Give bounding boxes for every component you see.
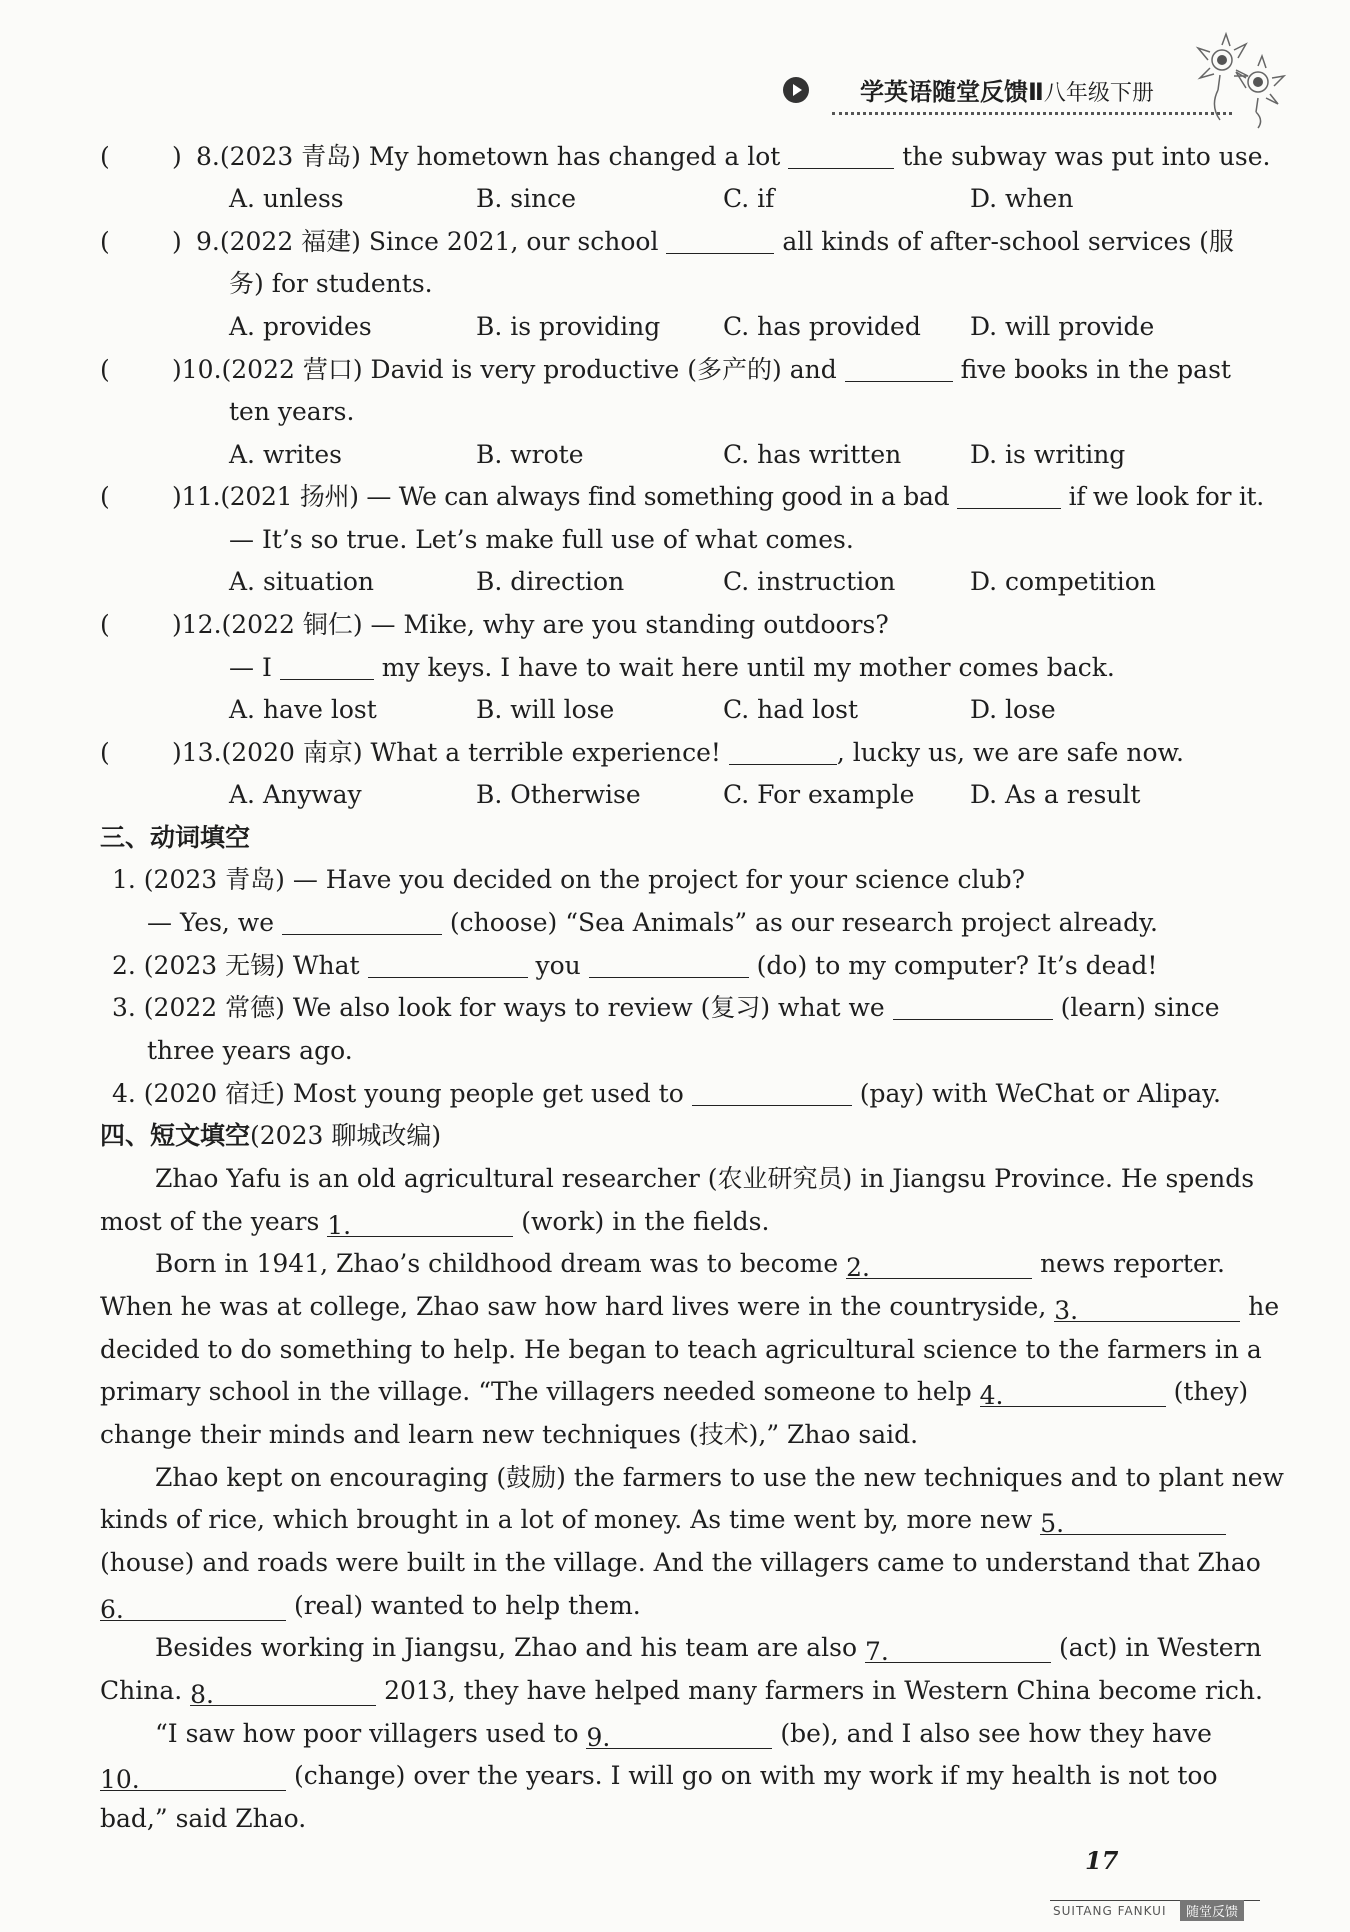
answer-paren-open: ( [100,610,110,639]
q-number: )12. [172,610,222,639]
question-continuation: 务) for students. [229,269,433,298]
answer-blank[interactable] [368,951,528,978]
answer-blank-8[interactable] [190,1679,376,1709]
q-number: 8. [196,142,220,171]
option-a: A. unless [229,184,344,213]
answer-blank[interactable] [666,227,774,254]
q-stem: My hometown has changed a lot [368,142,781,171]
q-stem: five books in the past [960,355,1231,384]
page-number: 17 [1085,1846,1119,1875]
verb-q3-continuation: three years ago. [147,1036,353,1065]
option-c: C. For example [723,780,915,809]
q-stem: (learn) since [1060,993,1220,1022]
option-a: A. Anyway [229,780,362,809]
question-10 [172,354,1231,386]
passage-text: (be), and I also see how they have [780,1719,1212,1748]
blank-number: 1. [327,1211,352,1240]
q-stem: 3. (2022 常德) We also look for ways to review (复习) what we [112,993,885,1022]
q-stem: you [535,951,581,980]
grade-label: 八年级下册 [1043,81,1154,106]
answer-paren-open: ( [100,355,110,384]
passage-text: Besides working in Jiangsu, Zhao and his team are also [155,1633,858,1662]
passage-text: (act) in Western [1058,1633,1262,1662]
q-stem: (pay) with WeChat or Alipay. [859,1079,1221,1108]
question-continuation: — It’s so true. Let’s make full use of what comes. [229,525,854,554]
answer-blank-9[interactable] [586,1722,772,1752]
option-a: A. provides [229,312,372,341]
passage-line [100,1376,1248,1408]
answer-blank[interactable] [280,653,374,680]
passage-line [100,1504,1226,1536]
q-source: (2021 扬州) [220,482,359,511]
answer-blank[interactable] [729,738,837,765]
q-number: )11. [172,482,221,511]
option-b: B. wrote [476,440,584,469]
option-b: B. will lose [476,695,615,724]
q-stem: , lucky us, we are safe now. [836,738,1184,767]
option-a: A. situation [229,567,375,596]
passage-text: (work) in the fields. [521,1207,770,1236]
footer-logo: 随堂反馈 [1180,1900,1244,1921]
book-title-text: 学英语随堂反馈Ⅱ [860,78,1044,106]
blank-number: 10. [100,1765,140,1794]
option-b: B. since [476,184,576,213]
blank-number: 3. [1054,1296,1079,1325]
q-stem: if we look for it. [1068,482,1264,511]
option-b: B. is providing [476,312,661,341]
question-continuation [229,652,1115,684]
answer-blank-5[interactable] [1040,1508,1226,1538]
passage-line [155,1632,1262,1664]
answer-blank[interactable] [589,951,749,978]
passage-text: China. [100,1676,183,1705]
passage-text: primary school in the village. “The villagers needed someone to help [100,1377,972,1406]
option-c: C. has written [723,440,902,469]
verb-q1-answer-line [147,907,1158,939]
q-stem: David is very productive (多产的) and [370,355,837,384]
section-title-verbs: 三、动词填空 [100,823,251,852]
answer-paren-open: ( [100,738,110,767]
passage-text: kinds of rice, which brought in a lot of money. As time went by, more new [100,1505,1033,1534]
blank-number: 5. [1040,1509,1065,1538]
verb-q2 [112,950,1157,982]
question-9 [196,226,1234,258]
blank-number: 6. [100,1595,124,1624]
answer-paren-open: ( [100,142,110,171]
passage-line [155,1718,1212,1750]
option-c: C. instruction [723,567,896,596]
answer-blank-6[interactable] [100,1594,286,1624]
passage-text: “I saw how poor villagers used to [155,1719,579,1748]
answer-paren-open: ( [100,482,110,511]
section-title-text: 四、短文填空 [100,1121,251,1150]
q-stem: the subway was put into use. [902,142,1271,171]
answer-blank[interactable] [845,355,953,382]
q-source: (2023 青岛) [219,142,361,171]
blank-number: 2. [846,1253,870,1282]
blank-number: 4. [979,1381,1004,1410]
q-stem: (do) to my computer? It’s dead! [756,951,1158,980]
book-title [860,72,1154,107]
q-number: 9. [196,227,220,256]
option-d: D. As a result [970,780,1141,809]
passage-line [100,1590,641,1622]
question-13 [172,737,1184,769]
option-b: B. direction [476,567,625,596]
question-12 [172,609,889,641]
passage-text: 2013, they have helped many farmers in Western China become rich. [384,1676,1263,1705]
answer-blank-7[interactable] [865,1636,1051,1666]
dialog-line: — Yes, we [147,908,274,937]
passage-text: news reporter. [1040,1249,1225,1278]
question-11 [172,481,1264,513]
q-stem: — Mike, why are you standing outdoors? [370,610,889,639]
q-source: (2022 铜仁) [221,610,363,639]
option-a: A. have lost [229,695,377,724]
passage-line: decided to do something to help. He began to teach agricultural science to the farmers in a [100,1335,1262,1364]
passage-text: (change) over the years. I will go on with my work if my health is not too [293,1761,1218,1790]
passage-text: Born in 1941, Zhao’s childhood dream was to become [155,1249,839,1278]
q-stem: — We can always find something good in a bad [366,482,950,511]
passage-line: bad,” said Zhao. [100,1804,307,1833]
answer-blank[interactable] [692,1079,852,1106]
passage-text: When he was at college, Zhao saw how hard lives were in the countryside, [100,1292,1047,1321]
passage-text: most of the years [100,1207,320,1236]
section-title-passage [100,1120,441,1152]
verb-q4 [112,1078,1221,1110]
passage-text: (real) wanted to help them. [293,1591,641,1620]
passage-line [100,1206,769,1238]
answer-blank[interactable] [893,993,1053,1020]
answer-paren-close: ) [172,227,182,256]
answer-blank-2[interactable] [846,1252,1032,1282]
answer-paren-open: ( [100,227,110,256]
option-b: B. Otherwise [476,780,641,809]
passage-line: Zhao Yafu is an old agricultural researcher (农业研究员) in Jiangsu Province. He spends [155,1164,1255,1193]
q-source: (2022 福建) [219,227,361,256]
q-source: (2022 营口) [221,355,363,384]
option-d: D. will provide [970,312,1155,341]
option-d: D. is writing [970,440,1126,469]
q-stem: all kinds of after-school services (服 [782,227,1234,256]
answer-blank[interactable] [788,142,894,169]
passage-line [155,1248,1225,1280]
header-divider [832,112,1232,115]
q-source: (2020 南京) [221,738,363,767]
answer-blank-4[interactable] [979,1380,1166,1410]
blank-number: 9. [586,1723,611,1752]
answer-blank-1[interactable] [327,1210,513,1240]
option-d: D. when [970,184,1074,213]
dialog-line: — I [229,653,272,682]
q-source: (2023 聊城改编) [250,1121,442,1150]
option-d: D. lose [970,695,1056,724]
passage-line: Zhao kept on encouraging (鼓励) the farmers to use the new techniques and to plant new [155,1463,1284,1492]
q-stem: Since 2021, our school [368,227,659,256]
dialog-line: my keys. I have to wait here until my mother comes back. [381,653,1115,682]
q-number: )13. [172,738,222,767]
passage-text: he [1248,1292,1280,1321]
question-continuation: ten years. [229,397,355,426]
q-stem: What a terrible experience! [370,738,721,767]
question-8 [196,141,1270,173]
passage-text: (they) [1173,1377,1249,1406]
q-stem: 2. (2023 无锡) What [112,951,360,980]
answer-paren-close: ) [172,142,182,171]
verb-q3 [112,992,1220,1024]
passage-line [100,1675,1263,1707]
blank-number: 8. [190,1680,214,1709]
passage-line: change their minds and learn new techniques (技术),” Zhao said. [100,1420,919,1449]
answer-blank[interactable] [957,482,1061,509]
passage-line [100,1291,1279,1323]
blank-number: 7. [865,1637,889,1666]
answer-blank-3[interactable] [1054,1295,1240,1325]
q-stem: 4. (2020 宿迁) Most young people get used to [112,1079,684,1108]
option-a: A. writes [229,440,342,469]
verb-q1: 1. (2023 青岛) — Have you decided on the project for your science club? [112,865,1025,894]
passage-line [100,1760,1218,1792]
footer-brand-text: SUITANG FANKUI [1053,1904,1167,1918]
sunflower-decoration [1180,20,1300,130]
option-c: C. had lost [723,695,859,724]
dialog-line: (choose) “Sea Animals” as our research project already. [449,908,1158,937]
option-c: C. if [723,184,775,213]
passage-line: (house) and roads were built in the village. And the villagers came to understand that Zhao [100,1548,1261,1577]
answer-blank[interactable] [282,908,442,935]
q-number: )10. [172,355,222,384]
option-c: C. has provided [723,312,921,341]
option-d: D. competition [970,567,1156,596]
play-icon [783,77,809,103]
answer-blank-10[interactable] [100,1764,286,1794]
